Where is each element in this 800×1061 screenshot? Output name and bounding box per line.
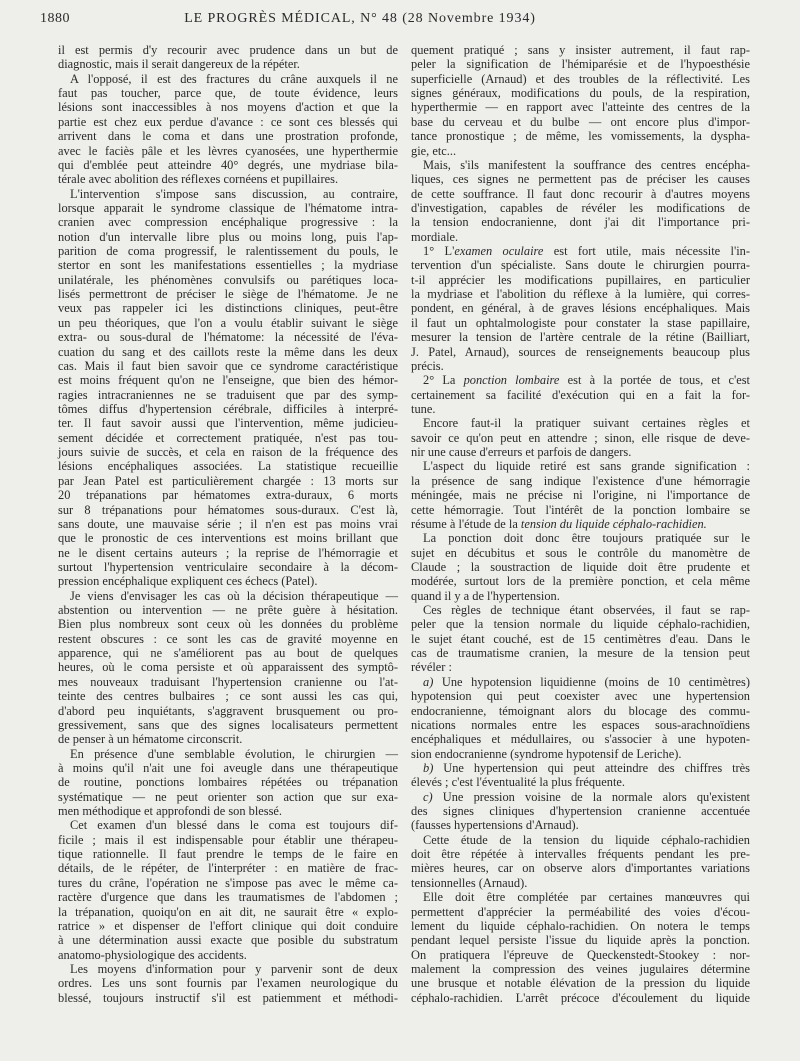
text-line: modérée, surtout lors de la première ponction, et cela même bbox=[411, 574, 750, 589]
paragraph bbox=[411, 603, 750, 675]
text-line: de routine, ponctions lombaires répétées ou trépanation bbox=[58, 775, 398, 790]
text-line: de cette souffrance. Il faut donc recourir à d'autres moyens bbox=[411, 186, 750, 201]
text-line: Elle doit être complétée par certaines manœuvres qui bbox=[423, 890, 750, 905]
text-line: est moins fréquent qu'on ne l'enseigne, que bien des hémor- bbox=[58, 373, 398, 388]
text-line: malement la compression des veines jugulaires détermine bbox=[411, 962, 750, 976]
text-line: d'investigation, capables de révéler les modifications de bbox=[411, 200, 750, 215]
text-line: mordiale. bbox=[411, 229, 459, 244]
text-line: Mais, s'ils manifestent la souffrance des centres encépha- bbox=[423, 157, 750, 172]
text-segment: 2° La bbox=[423, 373, 464, 388]
text-line: quand il y a de l'hypertension. bbox=[411, 588, 560, 603]
paragraph bbox=[411, 531, 750, 603]
text-line: On pratiquera l'épreuve de Queckenstedt-Stookey : nor- bbox=[411, 947, 750, 962]
paragraph bbox=[58, 589, 398, 747]
text-line: teinte des centres bulbaires ; ce sont aussi les cas qui, bbox=[58, 689, 398, 704]
text-line: lorsque apparait le syndrome classique de l'hématome intra- bbox=[58, 200, 398, 215]
text-line: gressivement, sans que des signes localisateurs permettent bbox=[58, 717, 398, 732]
text-line: quement pratiqué ; sans y insister autrement, il faut rap- bbox=[411, 43, 750, 57]
text-line: peler la signification de l'hémiparésie et de l'hypoesthésie bbox=[411, 57, 750, 72]
text-line: Bien plus nombreux sont ceux où les données du problème bbox=[58, 617, 398, 632]
text-line: lésions encéphaliques associées. La statistique recueillie bbox=[58, 459, 398, 474]
text-line: 20 trépanations par hématomes extra-duraux, 6 morts bbox=[58, 488, 398, 503]
text-line: il faut un ophtalmologiste pour constater la stase papillaire, bbox=[411, 315, 750, 330]
text-line: pendant lequel persiste l'issue du liquide après la ponction. bbox=[411, 933, 750, 948]
text-line: encéphaliques et médullaires, ou s'associer à une hypoten- bbox=[411, 732, 750, 747]
text-line: tique rationnelle. Il faut prendre le temps de le faire en bbox=[58, 847, 398, 862]
text-line: un peu théoriques, que l'on a voulu établir suivant le siège bbox=[58, 315, 398, 330]
text-line: une brusque et notable élévation de la pression du liquide bbox=[411, 976, 750, 991]
text-line: blessé, toujours instructif s'il est patiemment et méthodi- bbox=[58, 990, 398, 1005]
text-line: J. Patel, Arnaud), sources de renseignements beaucoup plus bbox=[411, 344, 750, 359]
journal-header: LE PROGRÈS MÉDICAL, N° 48 (28 Novembre 1934) bbox=[184, 11, 536, 26]
text-line bbox=[411, 761, 750, 775]
text-line: peler que la tension normale du liquide céphalo-rachidien, bbox=[411, 617, 750, 632]
text-line: diagnostic, mais il serait dangereux de la répéter. bbox=[58, 57, 300, 72]
text-line: cranien avec compression encéphalique progressive : la bbox=[58, 215, 398, 230]
text-line: certainement sa facilité d'exécution qui en a fait la for- bbox=[411, 387, 750, 402]
text-segment: Une hypertension qui peut atteindre des chiffres très bbox=[433, 760, 750, 775]
italic-text: ponction lombaire bbox=[463, 373, 560, 388]
text-line: à une détermination aussi exacte que posible du substratum bbox=[58, 933, 398, 948]
text-line: veux pas rappeler ici les distinctions cliniques, peut-être bbox=[58, 301, 398, 316]
text-line: stertor en sont les manifestations essentielles ; la mydriase bbox=[58, 258, 398, 273]
right-column bbox=[411, 43, 750, 1005]
paragraph bbox=[58, 962, 398, 1005]
text-line: avec le faciès pâle et les lèvres cyanosées, une hyperthermie bbox=[58, 143, 398, 158]
text-line: ter. Il faut savoir aussi que l'intervention, même judicieu- bbox=[58, 416, 398, 431]
text-line: men méthodique et approfondi de son blessé. bbox=[58, 804, 283, 819]
text-line: partie est chez eux perdue d'avance : ce sont ces blessés qui bbox=[58, 114, 398, 129]
paragraph bbox=[411, 675, 750, 761]
text-line: lisés permettront de préciser le siège de l'hématome. Je ne bbox=[58, 287, 398, 302]
paragraph bbox=[411, 416, 750, 459]
text-line: En présence d'une semblable évolution, le chirurgien — bbox=[70, 746, 398, 761]
text-line: restent obscures : ce sont les cas de gravité moyenne en bbox=[58, 631, 398, 646]
text-line: gie, etc... bbox=[411, 143, 457, 158]
text-line: ne le disent certains auteurs ; la reprise de l'hémorragie et bbox=[58, 545, 398, 560]
text-line bbox=[411, 244, 750, 258]
text-line: la trépanation, quoiqu'on en ait dit, ne saurait être « explo- bbox=[58, 904, 398, 919]
text-line: mières heures, car on observe alors d'importantes variations bbox=[411, 861, 750, 876]
text-line: par Jean Patel est particulièrement chargée : 13 morts sur bbox=[58, 473, 398, 488]
text-line: apparence, qui ne s'améliorent pas au bout de quelques bbox=[58, 646, 398, 661]
page-number: 1880 bbox=[40, 11, 70, 26]
paragraph bbox=[411, 244, 750, 373]
italic-text: a) bbox=[423, 674, 434, 689]
paragraph bbox=[58, 818, 398, 962]
text-line: tune. bbox=[411, 401, 436, 416]
text-line: doit être répétée à intervalles fréquents pendant les pre- bbox=[411, 847, 750, 862]
text-line: extra- ou sous-dural de l'hématome: la nécessité de l'éva- bbox=[58, 330, 398, 345]
text-line: nir une cause d'erreurs et parfois de dangers. bbox=[411, 445, 632, 460]
text-line: sion endocranienne (syndrome hypotensif de Leriche). bbox=[411, 746, 682, 761]
text-line: térale avec abolition des réflexes cornéens et pupillaires. bbox=[58, 172, 339, 187]
text-line: lésions sont inaccessibles à nos moyens d'action et que la bbox=[58, 100, 398, 115]
text-line: précis. bbox=[411, 358, 444, 373]
text-segment: Une pression voisine de la normale alors qu'existent bbox=[432, 789, 750, 804]
text-line: A l'opposé, il est des fractures du crâne auxquels il ne bbox=[70, 71, 398, 86]
text-line: la présence de sang indique l'existence d'une hémorragie bbox=[411, 473, 750, 488]
text-line: tervention d'un spécialiste. Sans doute le chirurgien pourra- bbox=[411, 258, 750, 273]
text-line: ratrice » et dispenser de l'effort clinique qui doit conduire bbox=[58, 918, 398, 933]
text-line: la mydriase et l'abolition du réflexe à la lumière, qui corres- bbox=[411, 287, 750, 302]
italic-text: tension du liquide céphalo-rachidien. bbox=[520, 516, 707, 531]
text-line: sur 8 trépanations pour hématomes sous-duraux. C'est là, bbox=[58, 502, 398, 517]
text-line: permettent d'apprécier la perméabilité des voies d'écou- bbox=[411, 904, 750, 919]
text-line: notion d'un intervalle libre plus ou moins long, puis l'ap- bbox=[58, 229, 398, 244]
text-line: parition de coma progressif, le ralentissement du pouls, le bbox=[58, 244, 398, 259]
text-line: à moins qu'il n'ait une foi aveugle dans une thérapeutique bbox=[58, 760, 398, 775]
paragraph bbox=[411, 43, 750, 158]
text-line: tensionnelles (Arnaud). bbox=[411, 875, 528, 890]
text-line: arrivent dans le coma et dans une prostration profonde, bbox=[58, 129, 398, 144]
text-line: céphalo-rachidien. L'arrêt précoce d'écoulement du liquide bbox=[411, 990, 750, 1005]
text-line: méningée, mais ne précise ni l'origine, ni l'importance de bbox=[411, 488, 750, 503]
text-line: mes nouveaux traduisant l'hypertension cranienne ou l'at- bbox=[58, 674, 398, 689]
text-line: de penser à un hématome circonscrit. bbox=[58, 732, 243, 747]
text-line: cuation du sang et des caillots reste la même dans les deux bbox=[58, 344, 398, 359]
text-line: (fausses hypertensions d'Arnaud). bbox=[411, 818, 579, 833]
text-line: L'intervention s'impose sans discussion, au contraire, bbox=[70, 186, 398, 201]
text-segment: résume à l'étude de la bbox=[411, 516, 521, 531]
paragraph bbox=[411, 373, 750, 416]
text-line bbox=[411, 373, 750, 387]
paragraph bbox=[411, 790, 750, 833]
text-line bbox=[411, 790, 750, 804]
text-line bbox=[411, 517, 750, 531]
text-line: le sujet étant couché, est de 15 centimètres d'eau. Dans le bbox=[411, 631, 750, 646]
text-line: tures du crâne, l'opération ne s'impose pas avec le même ca- bbox=[58, 875, 398, 890]
text-line: t-il apprécier les modifications pupillaires, en particulier bbox=[411, 272, 750, 287]
text-line: heures, où le coma persiste et où apparaissent des symptô- bbox=[58, 660, 398, 675]
text-line: endocranienne, témoignant alors du blocage des commu- bbox=[411, 703, 750, 718]
text-line: tance pronostique ; de même, les vomissements, la dyspha- bbox=[411, 129, 750, 144]
text-line: cette hémorragie. Tout l'intérêt de la ponction lombaire se bbox=[411, 502, 750, 517]
italic-text: c) bbox=[423, 789, 433, 804]
paragraph bbox=[58, 187, 398, 589]
text-line: faut pas toucher, parce que, de toute évidence, leurs bbox=[58, 86, 398, 101]
text-line: superficielle (Arnaud) et des troubles de la réflectivité. Les bbox=[411, 71, 750, 86]
text-line: ractère d'urgence que dans les traumatismes de l'abdomen ; bbox=[58, 890, 398, 905]
text-segment: est fort utile, mais nécessite l'in- bbox=[543, 244, 750, 259]
text-line: la tension endocranienne, dont j'ai dit l'importance pri- bbox=[411, 215, 750, 230]
text-line: systématique — ne peut orienter son action que sur exa- bbox=[58, 789, 398, 804]
text-line: La ponction doit donc être toujours pratiquée sur le bbox=[423, 531, 750, 546]
text-line: nications normales entre les espaces sous-arachnoïdiens bbox=[411, 717, 750, 732]
text-line: des signes cliniques d'hypertension cranienne accentuée bbox=[411, 804, 750, 819]
text-line: hyperthermie — en rapport avec l'atteinte des centres de la bbox=[411, 100, 750, 115]
text-line: d'abord peu inquiétants, s'aggravent brusquement ou pro- bbox=[58, 703, 398, 718]
text-line: ordres. Les uns sont fournis par l'examen neurologique du bbox=[58, 976, 398, 991]
text-line: pression encéphalique expliquent ces échecs (Patel). bbox=[58, 574, 318, 589]
text-line: sujet en décubitus et sous le contrôle du manomètre de bbox=[411, 545, 750, 560]
paragraph bbox=[411, 833, 750, 890]
text-line: mesurer la tension de l'artère centrale de la rétine (Bailliart, bbox=[411, 330, 750, 345]
text-segment: 1° L' bbox=[423, 244, 455, 259]
text-line: Je viens d'envisager les cas où la décision thérapeutique — bbox=[70, 588, 398, 603]
text-line: jours suivie de succès, et cela en raison de la fréquence des bbox=[58, 445, 398, 460]
paragraph bbox=[58, 43, 398, 72]
text-line: surtout l'hypertension ventriculaire secondaire à la décom- bbox=[58, 559, 398, 574]
text-line: ragies intracraniennes ne se traduisent que par des symp- bbox=[58, 387, 398, 402]
left-column bbox=[58, 43, 398, 1005]
text-line: unilatérale, les phénomènes convulsifs ou parétiques loca- bbox=[58, 272, 398, 287]
text-line: hypotension qui peut coexister avec une hypertension bbox=[411, 689, 750, 704]
text-line: pondent, en général, à de graves lésions encéphaliques. Mais bbox=[411, 301, 750, 316]
paragraph bbox=[58, 72, 398, 187]
text-line: élevés ; c'est l'éventualité la plus fréquente. bbox=[411, 775, 625, 790]
paragraph bbox=[411, 459, 750, 531]
text-line: Les moyens d'information pour y parvenir sont de deux bbox=[70, 962, 398, 976]
text-line: abstention ou intervention — ne prête guère à hésitation. bbox=[58, 603, 398, 618]
paragraph bbox=[411, 890, 750, 1005]
text-line bbox=[411, 675, 750, 689]
text-line: Cette étude de la tension du liquide céphalo-rachidien bbox=[423, 832, 750, 847]
text-line: liques, ces signes ne permettent pas de préciser les causes bbox=[411, 172, 750, 187]
text-line: signes généraux, modifications du pouls, de la respiration, bbox=[411, 86, 750, 101]
text-line: sans doute, une mauvaise série ; il n'en est pas moins vrai bbox=[58, 516, 398, 531]
text-line: Claude ; la soustraction de liquide doit être prudente et bbox=[411, 559, 750, 574]
text-line: tômes diffus d'hypertension cérébrale, difficiles à interpré- bbox=[58, 401, 398, 416]
text-segment: est à la portée de tous, et c'est bbox=[559, 373, 750, 388]
text-line: ficile ; mais il est indispensable pour établir une thérapeu- bbox=[58, 832, 398, 847]
text-line: lement du liquide céphalo-rachidien. On notera le temps bbox=[411, 918, 750, 933]
text-segment: Une hypotension liquidienne (moins de 10 centimètres) bbox=[433, 674, 750, 689]
text-line: que le pronostic de ces interventions est moins brillant que bbox=[58, 531, 398, 546]
text-line: anatomo-physiologique des accidents. bbox=[58, 947, 247, 962]
text-line: cas de traumatisme cranien, la mesure de la tension peut bbox=[411, 646, 750, 661]
italic-text: examen oculaire bbox=[454, 244, 544, 259]
paragraph bbox=[411, 761, 750, 790]
text-line: Cet examen d'un blessé dans le coma est toujours dif- bbox=[70, 818, 398, 833]
paragraph bbox=[411, 158, 750, 244]
text-line: cas. Mais il faut bien savoir que ce syndrome caractéristique bbox=[58, 358, 398, 373]
text-line: Ces règles de technique étant observées, il faut se rap- bbox=[423, 603, 750, 618]
text-line: base du cerveau et du bulbe — ont encore plus d'impor- bbox=[411, 114, 750, 129]
paragraph bbox=[58, 747, 398, 819]
text-line: il est permis d'y recourir avec prudence dans un but de bbox=[58, 43, 398, 57]
text-line: sement décidée et correctement pratiquée, n'est pas tou- bbox=[58, 430, 398, 445]
text-line: révéler : bbox=[411, 660, 452, 675]
italic-text: b) bbox=[423, 760, 434, 775]
text-line: savoir ce qu'on peut en attendre ; sinon, elle risque de deve- bbox=[411, 430, 750, 445]
text-line: qui d'emblée peut atteindre 40° degrés, une mydriase bila- bbox=[58, 157, 398, 172]
text-line: Encore faut-il la pratiquer suivant certaines règles et bbox=[423, 416, 750, 431]
text-line: L'aspect du liquide retiré est sans grande signification : bbox=[423, 459, 750, 474]
text-line: détails, de le répéter, de l'interpréter : en matière de frac- bbox=[58, 861, 398, 876]
